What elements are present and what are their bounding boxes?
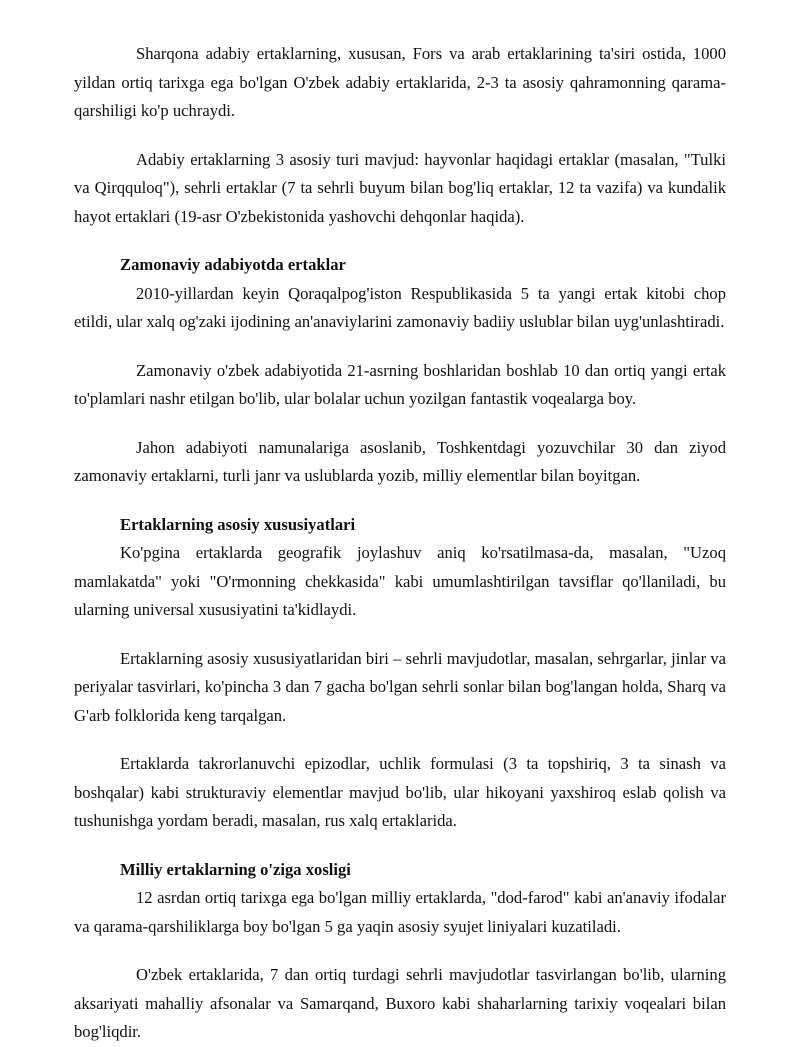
paragraph-gap: [74, 491, 726, 511]
paragraph-gap: [74, 625, 726, 645]
paragraph-gap: [74, 941, 726, 961]
document-page: [74, 40, 726, 1047]
paragraph-three-types: Adabiy ertaklarning 3 asosiy turi mavjud: hayvonlar haqidagi ertaklar (masalan, "Tulki va Qirqquloq"), sehrli ertaklar (7 ta sehrli buyum bilan bog'liq ertaklar, 12 ta vazifa) va kundalik hayot ertaklari (19-asr O'zbekistonida yashovchi dehqonlar haqida).: [74, 149, 726, 226]
section-heading-national-uniqueness: Milliy ertaklarning o'ziga xosligi: [120, 859, 351, 879]
paragraph-modern-collections: Zamonaviy o'zbek adabiyotida 21-asrning boshlaridan boshlab 10 dan ortiq yangi ertak to'plamlari nashr etilgan bo'lib, ular bolalar uchun yozilgan fantastik voqealarga boy.: [74, 360, 726, 408]
paragraph-gap: [74, 337, 726, 357]
paragraph-repeated-episodes: Ertaklarda takrorlanuvchi epizodlar, uchlik formulasi (3 ta topshiriq, 3 ta sinash va boshqalar) kabi strukturaviy elementlar mavjud bo'lib, ular hikoyani yaxshiroq eslab qolish va tushunishga yordam beradi, masalan, rus xalq ertaklarida.: [74, 754, 726, 830]
paragraph-gap: [74, 414, 726, 434]
paragraph-tashkent-writers: Jahon adabiyoti namunalariga asoslanib, Toshkentdagi yozuvchilar 30 dan ziyod zamonaviy ertaklarni, turli janr va uslublarda yozib, milliy elementlar bilan boyitgan.: [74, 437, 726, 485]
paragraph-gap: [74, 836, 726, 856]
paragraph-gap: [74, 231, 726, 251]
section-heading-modern-literature: Zamonaviy adabiyotda ertaklar: [120, 255, 346, 274]
section-heading-main-features: Ertaklarning asosiy xususiyatlari: [120, 514, 356, 534]
paragraph-geography: Ko'pgina ertaklarda geografik joylashuv aniq ko'rsatilmasa-da, masalan, "Uzoq mamlakatda" yoki "O'rmonning chekkasida" kabi umumlashtirilgan tavsiflar qo'llaniladi, bu ularning universal xususiyatini ta'kidlaydi.: [74, 543, 726, 619]
paragraph-magical-creatures: Ertaklarning asosiy xususiyatlaridan biri – sehrli mavjudotlar, masalan, sehrgarlar, jinlar va periyalar tasvirlari, ko'pincha 3 dan 7 gacha bo'lgan sehrli sonlar bilan bog'langan holda, Sharq va G'arb folklorida keng tarqalgan.: [74, 648, 726, 725]
paragraph-uzbek-creatures: O'zbek ertaklarida, 7 dan ortiq turdagi sehrli mavjudotlar tasvirlangan bo'lib, ularning aksariyati mahalliy afsonalar va Samarqand, Buxoro kabi shaharlarning tarixiy voqealari bilan bog'liqdir.: [74, 965, 726, 1041]
paragraph-oriental-influence: Sharqona adabiy ertaklarning, xususan, Fors va arab ertaklarining ta'siri ostida, 1000 yildan ortiq tarixga ega bo'lgan O'zbek adabiy ertaklarida, 2-3 ta asosiy qahramonning qarama-qarshiligi ko'p uchraydi.: [74, 44, 726, 120]
paragraph-gap: [74, 730, 726, 750]
paragraph-gap: [74, 126, 726, 146]
paragraph-national-tales: 12 asrdan ortiq tarixga ega bo'lgan milliy ertaklarda, "dod-farod" kabi an'anaviy ifodalar va qarama-qarshiliklarga boy bo'lgan 5 ga yaqin asosiy syujet liniyalari kuzatiladi.: [74, 888, 726, 936]
paragraph-karakalpakstan-books: 2010-yillardan keyin Qoraqalpog'iston Respublikasida 5 ta yangi ertak kitobi chop etildi, ular xalq og'zaki ijodining an'anaviylarini zamonaviy badiiy uslublar bilan uyg'unlashtiradi.: [74, 283, 726, 331]
